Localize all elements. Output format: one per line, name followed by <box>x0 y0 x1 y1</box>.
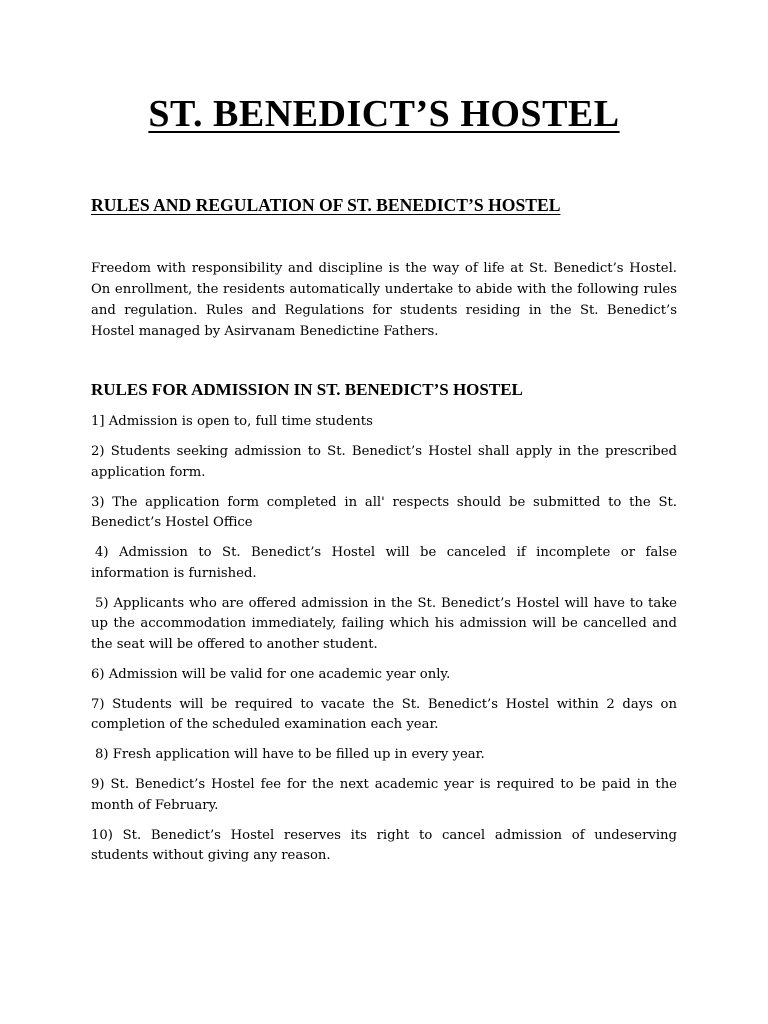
intro-paragraph: Freedom with responsibility and discipline is the way of life at St. Benedict’s Hostel. On enrollment, the residents automatically undertake to abide with the following rules and regulation. Rules and Regulations for students residing in the St. Benedict’s Hostel managed by Asirvanam Benedictine Fathers. <box>91 261 677 339</box>
rule-item-2: 2) Students seeking admission to St. Benedict’s Hostel shall apply in the prescribed application form. <box>91 444 677 480</box>
rule-item-8: 8) Fresh application will have to be filled up in every year. <box>95 747 485 762</box>
section-heading-rules-regulation: RULES AND REGULATION OF ST. BENEDICT’S HOSTEL <box>91 195 561 215</box>
rule-item-7: 7) Students will be required to vacate the St. Benedict’s Hostel within 2 days on completion of the scheduled examination each year. <box>91 696 677 732</box>
rule-item-4: 4) Admission to St. Benedict’s Hostel will be canceled if incomplete or false information is furnished. <box>91 545 677 581</box>
rule-item-3: 3) The application form completed in all' respects should be submitted to the St. Benedict’s Hostel Office <box>91 494 677 530</box>
page-title: ST. BENEDICT’S HOSTEL <box>148 93 620 135</box>
admission-rules-list <box>91 412 677 876</box>
rule-item-6: 6) Admission will be valid for one academic year only. <box>91 666 451 682</box>
rule-item-1: 1] Admission is open to, full time students <box>91 414 373 429</box>
rule-item-9: 9) St. Benedict’s Hostel fee for the next academic year is required to be paid in the month of February. <box>91 777 677 813</box>
section-heading-admission: RULES FOR ADMISSION IN ST. BENEDICT’S HOSTEL <box>91 380 523 399</box>
rule-item-5: 5) Applicants who are offered admission in the St. Benedict’s Hostel will have to take up the accommodation immediately, failing which his admission will be cancelled and the seat will be offered to another student. <box>91 595 677 652</box>
rule-item-10: 10) St. Benedict’s Hostel reserves its right to cancel admission of undeserving students without giving any reason. <box>91 827 677 863</box>
